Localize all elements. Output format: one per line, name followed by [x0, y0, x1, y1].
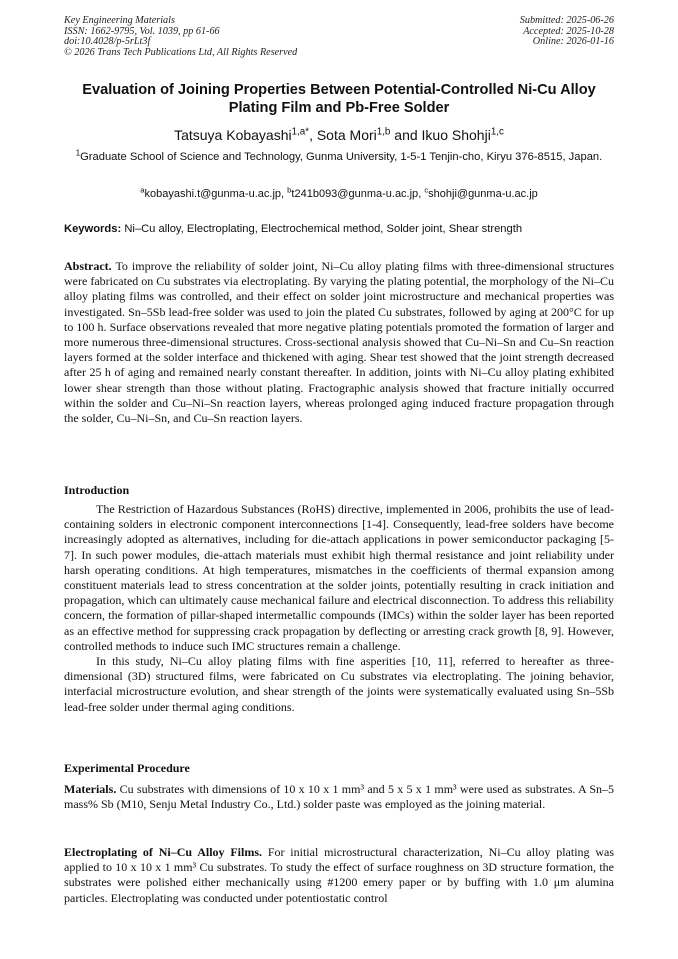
journal-name: Key Engineering Materials: [64, 15, 175, 26]
email-list: $^a$kobayashi.t@gunma-u.ac.jp, $^b$t241b093@gunma-u.ac.jp, $^c$shohji@gunma-u.ac.jp: [140, 185, 538, 200]
issn: ISSN: 1662-9795, Vol. 1039, pp 61-66: [64, 25, 220, 37]
paragraph: In this study, Ni–Cu alloy plating films with fine asperities [10, 11], referred to hereafter as three-dimensional (3D) structured films, were fabricated on Cu substrates via electroplating. The joining behavior, interfacial microstructure evolution, and shear strength of the joints were systematically evaluated using Sn–5Sb lead-free solder under thermal aging conditions.: [64, 654, 614, 714]
author-sup: 1,b: [376, 126, 391, 138]
copyright: © 2026 Trans Tech Publications Ltd, All Rights Reserved: [64, 46, 298, 58]
materials-label: Materials.: [64, 782, 117, 796]
journal-info: [64, 16, 297, 58]
keywords-text: Ni–Cu alloy, Electroplating, Electrochemical method, Solder joint, Shear strength: [124, 223, 523, 235]
author-sup: 1,a*: [291, 126, 310, 138]
email-link[interactable]: kobayashi.t@gunma-u.ac.jp: [144, 188, 282, 200]
submitted-date: Submitted: 2025-06-26: [519, 15, 614, 26]
doi: doi:10.4028/p-5rLt3f: [64, 36, 151, 48]
abstract: [64, 259, 614, 426]
materials-paragraph: [64, 782, 614, 812]
author-name: Tatsuya Kobayashi: [174, 127, 292, 143]
accepted-date: Accepted: 2025-10-28: [523, 25, 614, 37]
electroplating-label: Electroplating of Ni–Cu Alloy Films.: [64, 845, 262, 859]
affiliation-text: Graduate School of Science and Technology, Gunma University, 1-5-1 Tenjin-cho, Kiryu 376-8515, Japan.: [80, 151, 603, 163]
experimental-heading: Experimental Procedure: [64, 761, 190, 775]
paper-title: Evaluation of Joining Properties Between Potential-Controlled Ni-Cu Alloy Plating Film and Pb-Free Solder: [82, 82, 596, 116]
electroplating-text: For initial microstructural characterization, Ni–Cu alloy plating was applied to 10 x 10 x 1 mm³ Cu substrates. To study the effect of surface roughness on 3D structure formation, the substrates were polished either mechanically using #1200 emery paper or by buffing with 1.0 μm alumina particles. Electroplating was conducted under potentiostatic control: [64, 845, 615, 905]
keywords: [64, 222, 614, 236]
introduction-body: [64, 502, 614, 715]
author-sup: 1,c: [490, 126, 504, 138]
publication-dates: [520, 16, 614, 48]
author-name: Sota Mori: [316, 127, 377, 143]
paragraph: The Restriction of Hazardous Substances (RoHS) directive, implemented in 2006, prohibits the use of lead-containing solders in electronic component interconnections [1-4]. Consequently, lead-free solders have become increasingly adopted as alternatives, including for die-attach applications in power semiconductor packaging [5-7]. In such power modules, die-attach materials must exhibit high thermal resistance and joint reliability under harsh operating conditions. At high temperatures, mismatches in the coefficients of thermal expansion among constituent materials lead to stress concentration at the solder joints, potentially resulting in crack initiation and propagation, which can ultimately cause mechanical failure and electrical disconnection. To address this reliability concern, the formation of pillar-shaped intermetallic compounds (IMCs) within the solder layer has been reported as an effective method for suppressing crack propagation by deflecting or arresting crack growth [8, 9]. However, controlled methods to induce such IMC structures remain a challenge.: [64, 502, 614, 653]
abstract-label: Abstract.: [64, 259, 112, 273]
materials-text: Cu substrates with dimensions of 10 x 10 x 1 mm³ and 5 x 5 x 1 mm³ were used as substrates. A Sn–5 mass% Sb (M10, Senju Metal Industry Co., Ltd.) solder paste was employed as the joining material.: [64, 782, 615, 812]
affiliation: $^1$Graduate School of Science and Technology, Gunma University, 1-5-1 Tenjin-cho, Kiryu 376-8515, Japan.: [75, 148, 603, 163]
email-link[interactable]: shohji@gunma-u.ac.jp: [428, 188, 538, 200]
email-link[interactable]: t241b093@gunma-u.ac.jp: [291, 188, 419, 200]
keywords-label: Keywords:: [64, 223, 122, 235]
electroplating-paragraph: [64, 845, 614, 906]
introduction-heading: Introduction: [64, 483, 130, 497]
author-name: Ikuo Shohji: [421, 127, 491, 143]
online-date: Online: 2026-01-16: [532, 36, 614, 48]
abstract-text: To improve the reliability of solder joint, Ni–Cu alloy plating films with three-dimensional structures were fabricated on Cu substrates via electroplating. By varying the plating potential, the morphology of the Ni–Cu alloy plating films was controlled, and their effect on solder joint microstructure and mechanical properties was investigated. Sn–5Sb lead-free solder was used to join the plated Cu substrates, followed by aging at 200°C for up to 100 h. Surface observations revealed that more negative plating potentials promoted the formation of larger and more numerous three-dimensional structures. Cross-sectional analysis showed that Cu–Ni–Sn and Cu–Sn reaction layers formed at the solder interface and thickened with aging. Shear test showed that the joint strength decreased after 25 h of aging and remained nearly constant thereafter. In addition, joints with Ni–Cu alloy plating exhibited lower shear strength than those without plating. Fractographic analysis showed that fracture initially occurred within the solder and Cu–Ni–Sn reaction layers, whereas prolonged aging induced fracture propagation through the solder, Cu–Ni–Sn, and Cu–Sn reaction layers.: [64, 259, 614, 426]
author-list: Tatsuya Kobayashi$^{1,a*}$, Sota Mori$^{1,b}$ and Ikuo Shohji$^{1,c}$: [174, 126, 504, 143]
